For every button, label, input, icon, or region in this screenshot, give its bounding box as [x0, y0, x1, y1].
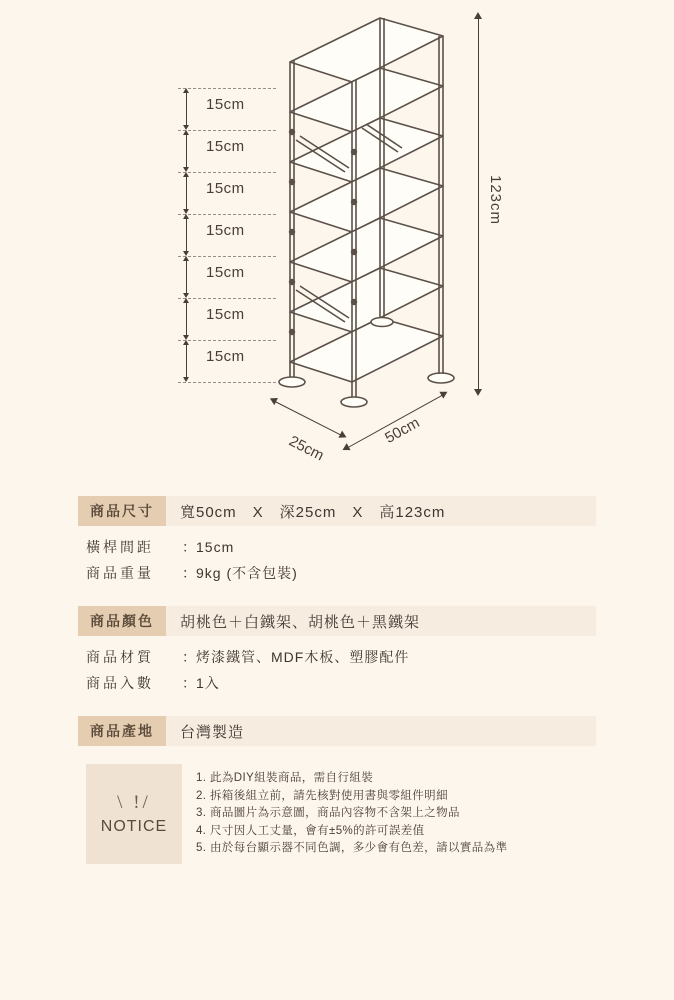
spec-sep: ：: [182, 675, 197, 691]
gap-dash-line: [178, 172, 276, 173]
spec-row-quantity: [78, 670, 596, 696]
spec-tag-size: 商品尺寸: [78, 496, 166, 526]
product-dimension-diagram: [0, 0, 674, 490]
gap-dash-line: [178, 214, 276, 215]
spec-value-bar-gap: 15cm: [196, 539, 235, 555]
shelf-gap-ladder: [178, 88, 278, 382]
spec-tag-origin: 商品產地: [78, 716, 166, 746]
notice-item: 1. 此為DIY組裝商品，需自行組裝: [196, 772, 374, 784]
spec-sep: ：: [182, 539, 197, 555]
spec-value-material: 烤漆鐵管、MDF木板、塑膠配件: [196, 649, 410, 665]
spec-value-quantity: 1入: [196, 675, 220, 691]
gap-dash-line: [178, 88, 276, 89]
gap-label: 15cm: [206, 222, 245, 239]
gap-arrow: [186, 218, 187, 252]
gap-label: 15cm: [206, 348, 245, 365]
spec-tag-color: 商品顏色: [78, 606, 166, 636]
gap-row: [178, 130, 278, 172]
gap-dash-line: [178, 130, 276, 131]
gap-dash-line: [178, 298, 276, 299]
shelf-illustration: [0, 0, 674, 490]
spec-row-weight: [78, 560, 596, 586]
gap-label: 15cm: [206, 306, 245, 323]
spec-key-material: 商品材質: [86, 649, 154, 665]
notice-item: 3. 商品圖片為示意圖，商品內容物不含架上之物品: [196, 807, 460, 819]
notice-item: 5. 由於每台顯示器不同色調，多少會有色差，請以實品為準: [196, 842, 508, 854]
gap-row: [178, 214, 278, 256]
spec-bar-color: [78, 606, 596, 636]
notice-badge: [86, 764, 182, 864]
notice-list: [182, 764, 596, 864]
width-label: 50cm: [382, 414, 423, 447]
gap-label: 15cm: [206, 180, 245, 197]
spec-bar-size: [78, 496, 596, 526]
gap-arrow: [186, 176, 187, 210]
depth-label: 25cm: [286, 432, 327, 465]
warning-icon: \ !/: [117, 791, 151, 813]
spec-section: [0, 496, 674, 864]
gap-arrow: [186, 134, 187, 168]
spec-sep: ：: [182, 565, 197, 581]
gap-arrow: [186, 92, 187, 126]
spec-row-bar-gap: [78, 534, 596, 560]
notice-item: 4. 尺寸因人工丈量，會有±5%的許可誤差值: [196, 824, 425, 837]
spec-key-bar-gap: 橫桿間距: [86, 539, 154, 555]
notice-block: [86, 764, 596, 864]
gap-row: [178, 88, 278, 130]
gap-row: [178, 172, 278, 214]
spec-key-weight: 商品重量: [86, 565, 154, 581]
gap-label: 15cm: [206, 96, 245, 113]
gap-arrow: [186, 260, 187, 294]
gap-row: [178, 256, 278, 298]
gap-label: 15cm: [206, 138, 245, 155]
notice-item: 2. 拆箱後組立前，請先核對使用書與零組件明細: [196, 789, 448, 802]
gap-arrow: [186, 344, 187, 378]
spec-key-quantity: 商品入數: [86, 675, 154, 691]
spec-value-origin: 台灣製造: [180, 723, 245, 741]
notice-label: NOTICE: [100, 817, 168, 835]
gap-row: [178, 340, 278, 382]
spec-row-material: [78, 644, 596, 670]
gap-label: 15cm: [206, 264, 245, 281]
gap-dash-line: [178, 340, 276, 341]
spec-sep: ：: [182, 649, 197, 665]
spec-value-color: 胡桃色＋白鐵架、胡桃色＋黑鐵架: [180, 613, 421, 631]
total-height-arrow: [478, 18, 479, 390]
gap-dash-line: [178, 256, 276, 257]
spec-value-size: 寬50cm X 深25cm X 高123cm: [180, 503, 446, 521]
spec-value-weight: 9kg (不含包裝): [196, 565, 298, 581]
gap-dash-line: [178, 382, 276, 383]
gap-row: [178, 298, 278, 340]
total-height-label: 123cm: [487, 175, 504, 226]
spec-bar-origin: [78, 716, 596, 746]
gap-arrow: [186, 302, 187, 336]
